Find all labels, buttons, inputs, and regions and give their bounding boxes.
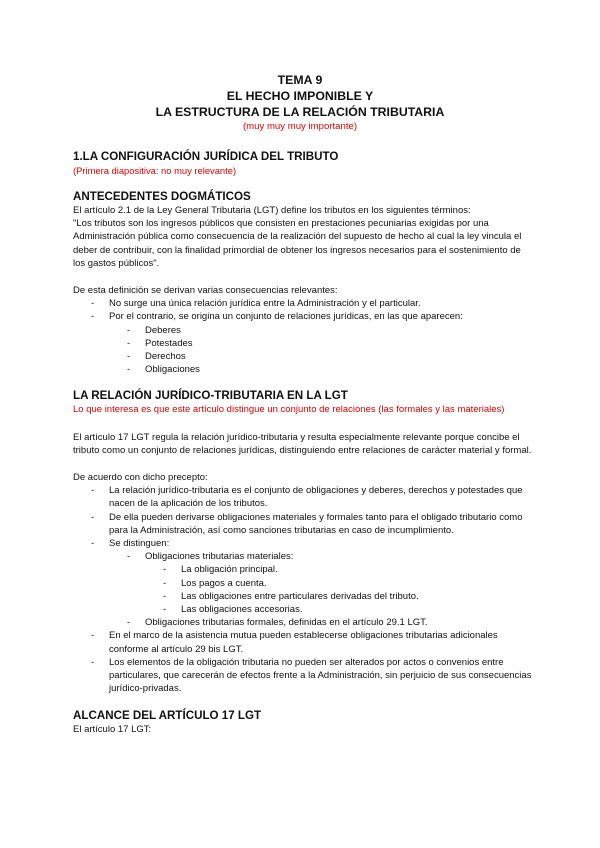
list-item-text: Se distinguen: bbox=[109, 538, 170, 550]
importance-note: (muy muy muy importante) bbox=[242, 121, 358, 132]
materiales-label: Obligaciones tributarias materiales: bbox=[145, 551, 294, 563]
antecedentes-quote: "Los tributos son los ingresos públicos que consisten en prestaciones pecuniarias exigidas por una Administración pública como consecuencia de la realización del supuesto de hecho al cual la ley vincula el deber de contribuir, con la finalidad primordial de obtener los ingresos necesarios para el sostenimiento de los gastos públicos". bbox=[73, 218, 522, 269]
list-item: - Los elementos de la obligación tributaria no pueden ser alterados por actos o convenios entre particulares, que carecerán de efectos frente a la Administración, sin perjuicio de sus consecuencias jurídico-privadas. bbox=[73, 656, 533, 696]
topic-number: TEMA 9 bbox=[277, 73, 323, 87]
topic-title-line-1: EL HECHO IMPONIBLE Y bbox=[226, 89, 374, 103]
list-item: - Los pagos a cuenta. bbox=[145, 577, 533, 590]
list-item: - Las obligaciones entre particulares derivadas del tributo. bbox=[145, 590, 533, 603]
alcance-heading: ALCANCE DEL ARTÍCULO 17 LGT bbox=[73, 708, 262, 722]
title-block bbox=[0, 72, 600, 134]
antecedentes-list bbox=[73, 297, 533, 376]
relations-sublist bbox=[145, 324, 533, 377]
list-item bbox=[73, 310, 533, 376]
list-item: - De ella pueden derivarse obligaciones materiales y formales tanto para el obligado tributario como para la Administración, así como sanciones tributarias en caso de incumplimiento. bbox=[73, 511, 533, 537]
distinguen-sublist bbox=[145, 550, 533, 629]
list-item: - La obligación principal. bbox=[145, 563, 533, 576]
list-item: - Potestades bbox=[109, 337, 533, 350]
list-item bbox=[73, 537, 533, 629]
topic-title-line-2: LA ESTRUCTURA DE LA RELACIÓN TRIBUTARIA bbox=[155, 105, 445, 119]
list-item: - Obligaciones bbox=[109, 363, 533, 376]
list-item: - Las obligaciones accesorias. bbox=[145, 603, 533, 616]
section-1-note: (Primera diapositiva: no muy relevante) bbox=[73, 165, 237, 176]
relacion-heading: LA RELACIÓN JURÍDICO-TRIBUTARIA EN LA LGT bbox=[73, 389, 348, 403]
list-item: - Obligaciones tributarias formales, definidas en el artículo 29.1 LGT. bbox=[109, 616, 533, 629]
relacion-precepto-intro: De acuerdo con dicho precepto: bbox=[73, 472, 208, 484]
list-item: - Deberes bbox=[109, 324, 533, 337]
list-item bbox=[109, 550, 533, 616]
section-1-heading: 1.LA CONFIGURACIÓN JURÍDICA DEL TRIBUTO bbox=[73, 150, 339, 163]
antecedentes-intro: El artículo 2.1 de la Ley General Tributaria (LGT) define los tributos en los siguientes términos: bbox=[73, 205, 471, 216]
list-item: - Derechos bbox=[109, 350, 533, 363]
list-item: - No surge una única relación jurídica entre la Administración y el particular. bbox=[73, 297, 533, 310]
alcance-intro: El artículo 17 LGT: bbox=[73, 723, 152, 735]
document-body bbox=[73, 149, 533, 736]
antecedentes-heading: ANTECEDENTES DOGMÁTICOS bbox=[73, 190, 251, 203]
list-item-text: Por el contrario, se origina un conjunto de relaciones jurídicas, en las que aparecen: bbox=[109, 311, 463, 323]
list-item: - La relación jurídico-tributaria es el conjunto de obligaciones y deberes, derechos y potestades que nacen de la aplicación de los tributos. bbox=[73, 484, 533, 510]
materiales-sublist bbox=[181, 563, 533, 616]
relacion-paragraph: El artículo 17 LGT regula la relación jurídico-tributaria y resulta especialmente relevante porque concibe el tributo como un conjunto de relaciones jurídicas, distinguiendo entre relaciones de carácter material y formal. bbox=[73, 431, 532, 456]
relacion-list bbox=[73, 484, 533, 695]
list-item: - En el marco de la asistencia mutua pueden establecerse obligaciones tributarias adicionales conforme al artículo 29 bis LGT. bbox=[73, 629, 533, 655]
relacion-note: Lo que interesa es que este artículo distingue un conjunto de relaciones (las formales y las materiales) bbox=[73, 404, 505, 416]
antecedentes-consequences-intro: De esta definición se derivan varias consecuencias relevantes: bbox=[73, 285, 338, 297]
